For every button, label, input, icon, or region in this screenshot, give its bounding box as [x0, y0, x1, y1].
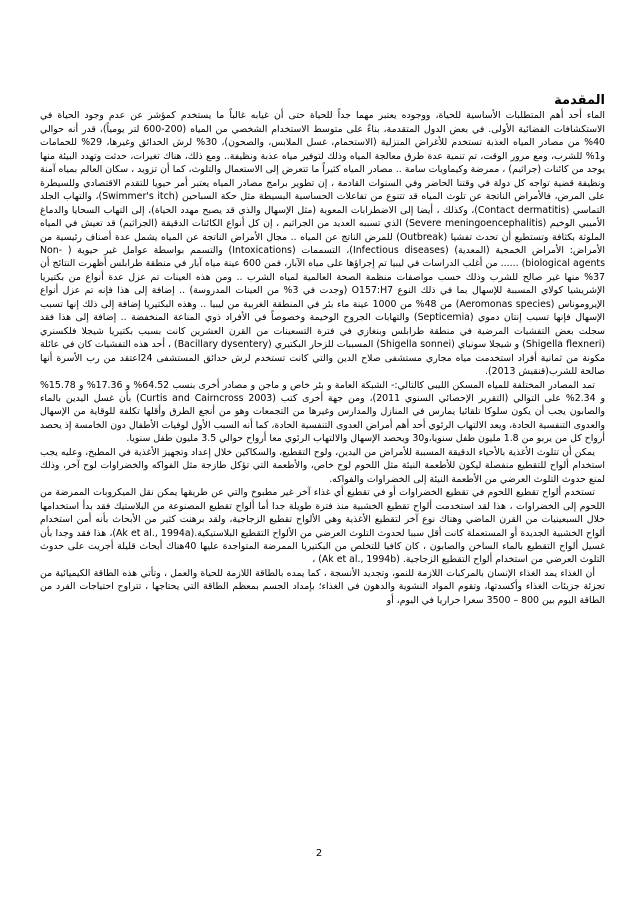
- body-paragraph-2: تمد المصادر المختلفة للمياه المسكن الليبي كالتالي:- الشبكة العامة و بئر خاص و ماجن و مصادر أخرى بنسب 64.52% و 17.36% و 15.78% و 2.34% على التوالي (التقرير الإحصائي السنوي 2011)، ومن جهة أخرى كتب (Curtis and Cairncross 2003) بأن غسل اليدين بالماء والصابون يجب أن يكون سلوكا تلقائيا يمارس في المنازل والمدارس وغيرها من التجمعات وهو من أنجع الطرق وأقلها تكلفة للوقاية من الإسهال والعدوى التنفسية الحادة، ويعد الالتهاب الرئوي أحد أهم أمراض العدوى التنفسية الحادة، كما أنه السبب الأول لوفيات الأطفال دون الخامسة إذ يحصد أرواح كل من يربو من 1.8 مليون طفل سنويا،و30 ويحصد الإسهال والالتهاب الرئوي معا أرواح حوالي 3.5 مليون طفل سنويا.: [40, 379, 605, 445]
- body-paragraph-5: أن الغذاء يمد الغذاء الإنسان بالمركبات اللازمة للنمو، وتجديد الأنسجة ، كما يمده بالطاقة اللازمة للحياة والعمل ، وتأتي هذه الطاقة الكيميائية من تجزئة جزيئات الغذاء وأكسدتها، وتقوم المواد النشوية والدهون في الغذاء؛ بإمداد الجسم بمعظم الطاقة التي يحتاجها ، تتراوح احتياجات الفرد من الطاقة اليوم بين 800 – 3500 سعرا حراريا في اليوم، أو: [40, 567, 605, 606]
- body-paragraph-1: الماء أحد أهم المتطلبات الأساسية للحياة، ووجوده يعتبر مهما جداً للحياة حتى أن غيابه غالباً ما يستخدم كمؤشر عن عدم وجود الحياة في الاستكشافات الفضائية الأولى. في بعض الدول المتقدمة، بناءً على متوسط الاستخدام الشخصي من المياه (200-600 لتر يومياً)، قدر أنه حوالي 40% من مصادر المياه العذبة تستخدم للأغراض المنزلية (الاستحمام، غسل الملابس، والصحون)، 30% لرش الحدائق وغيرها، 29% للحمامات و1% للشرب، ومع مرور الوقت، تم تنمية عدة طرق معالجة المياه وذلك لتوفير مياه عذبة ونظيفة.. ومع ذلك، هناك تغيرات، حدثت وتهدد البيئة منها يوجد من كائنات (جراثيم) ، ممرضة وكيماويات سامة .. مصادر المياه كثيراً ما تتعرض إلى الاستعمال والتلوث، كما أن تزويد ، سكان العالم بمياه آمنة ونظيفة قضية تواجه كل دولة في وقتنا الحاضر وفي السنوات القادمة ، إن تطوير برامج مصادر المياه يعتبر أمر حيويا للتقدم الاقتصادي وللسيطرة على المرض، فالأمراض الناتجة عن تلوث المياه قد تتنوع من تفاعلات الحساسية البسيطة مثل حكة السباحين (Swimmer's itch)، والتهاب الجلد التماسي (Contact dermatitis)، وكذلك ، أيضا إلى الاضطرابات المعوية (مثل الإسهال والذي قد يصبح مهدد الحياة)، إلى التهاب السحايا والدماغ الأميبي الوخيم (Severe meningoencephalitis) الذي تسببه العديد من الجراثيم ، إن كل أنواع الكائنات الدقيقة (الجراثيم) قد تعيش في المياه الملوثة بكثافة وتستطيع أن تحدث تفشيا (Outbreak) للمرض الناتج عن المياه .. مجال الأمراض الناتجة عن المياه يشمل عدة أصناف رئيسية من الأمراض: الأمراض الخمجية (المعدية) (Infectious diseases)، التسممات (Intoxications) والتسمم بواسطة عوامل غير حيوية ( Non-biological agents) ...... من أغلب الدراسات في ليبيا تم إجراؤها على مياه الآبار، فمن 600 عينة مياه آبار في منطقة طرابلس أظهرت النتائج أن 37% منها غير صالح للشرب وذلك حسب مواصفات منظمة الصحة العالمية لمياه الشرب .. ومن هذه العينات تم عزل عدة أنواع من بكتيريا الإشريشيا كولاي المسببة للإسهال بما في ذلك النوع O157:H7 (وجدت في 3% من العينات المدروسة) .. إضافة إلى هذا فإنه تم عزل أنواع الإيروموناس (Aeromonas species) من 48% من 1000 عينة ماء بئر في المنطقة الغربية من ليبيا .. وهذه البكتيريا إضافة إلى ذلك إنها تسبب الإسهال فإنها تسبب إنتان دموي (Septicemia) والتهابات الجروح الوخيمة وخصوصاً في الأفراد ذوي المناعة المنخفضة .. إضافة إلى هذا فقد سجلت بعض التفشيات المرضية في منطقة طرابلس وبنغازي في فترة التسعينات من القرن العشرين كانت بسبب بكتيريا شيجلا فلكسنري (Shigella flexneri) و شيجلا سونياي (Shigella sonnei) المسببات للزحار البكتيري (Bacillary dysentery) ، أحد هذه التفشيات كان في عائلة مكونة من ثمانية أفراد استخدمت مياه مجاري مستشفى صلاح الدين والتي كانت تستخدم لرش حدائق المستشفى 24اعتقد من رب الأسرة أنها صالحة للشرب(قنقيش 2013).: [40, 110, 606, 378]
- document-page: [40, 94, 605, 607]
- page-number: 2: [315, 848, 323, 859]
- body-paragraph-4: تستخدم ألواح تقطيع اللحوم في تقطيع الخضراوات أو في تقطيع أي غذاء آخر غير مطبوخ والتي عن طريقها يمكن نقل الميكروبات الممرضة من اللحوم إلى الخضراوات ، هذا لقد استخدمت ألواح تقطيع الخشبية منذ فترة طويلة جدا أما ألواح تقطيع المصنوعة من البلاستيك فقد بدأ استخدامها خلال السبعينيات من القرن الماضي وهناك نوع آخر لتقطيع الأغذية وهي الألواح تقطيع الزجاجية، ولقد برهنت كثير من الأبحاث بأنه أمن استخدام ألواح الخشبية الجديدة أو المستعملة كانت أقل سببا لحدوث التلوث العرضي من الألواح التقطيع البلاستيكية.(Ak et al., 1994a)، هذا فقد وجدا بأن غسيل ألواح التقطيع بالماء الساخن والصابون ، كان كافيا للتخلص من البكتيريا الممرضة المتواجدة عليها 40هناك أبحاث قليلة أجريت على حدوث التلوث العرضي من استخدام ألواح التقطيع الزجاجية. (Ak et al., 1994b) ،: [40, 487, 606, 566]
- section-heading: المقدمة: [554, 93, 605, 108]
- body-paragraph-3: يمكن أن تتلوث الأغذية بالأحياء الدقيقة المسببة للأمراض من اليدين، ولوح التقطيع، والسكاكين خلال إعداد وتجهيز الأغذية في المطبخ، وعليه يجب استخدام ألواح للتقطيع منفصلة ليكون للأطعمة النيئة مثل اللحوم لوح خاص، والأطعمة التي تؤكل طازجة مثل الفواكه والخضراوات لوح آخر، وذلك لمنع حدوث التلوث العرضي من الأطعمة النيئة إلى الخضراوات والفواكه.: [40, 446, 605, 485]
